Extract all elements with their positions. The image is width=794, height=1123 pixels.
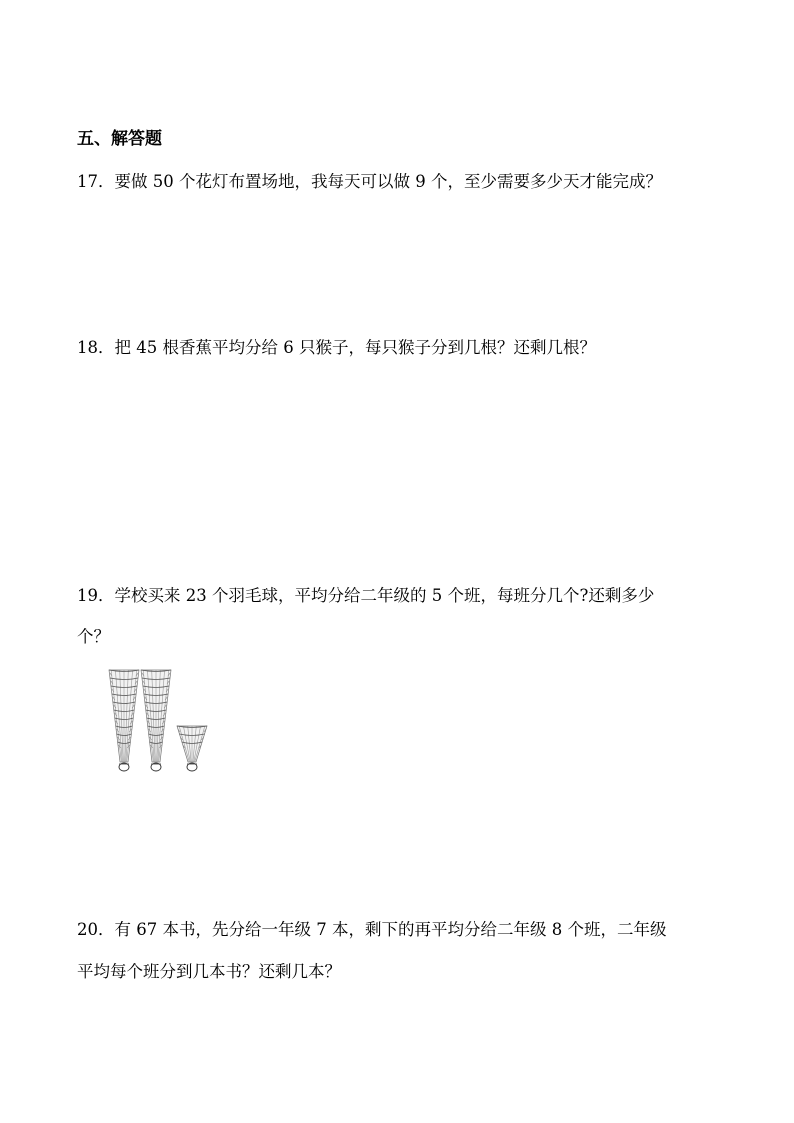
shuttlecock-stack [141,670,171,771]
question-19-text-line-1: 19．学校买来 23 个羽毛球，平均分给二年级的 5 个班，每班分几个?还剩多少 [77,586,655,605]
shuttlecock-stack [109,670,139,771]
shuttlecock-stacks-figure [104,662,216,776]
question-18-text: 18．把 45 根香蕉平均分给 6 只猴子，每只猴子分到几根？还剩几根？ [77,338,596,357]
question-20-text-line-1: 20．有 67 本书，先分给一年级 7 本，剩下的再平均分给二年级 8 个班，二年级 [77,920,667,939]
question-17-text: 17．要做 50 个花灯布置场地，我每天可以做 9 个，至少需要多少天才能完成？ [77,172,662,191]
question-20-text-line-2: 平均每个班分到几本书？还剩几本？ [77,962,341,981]
section-title: 五、解答题 [77,129,162,149]
shuttlecock-stack [177,726,207,771]
shuttlecock-stacks-icon [104,662,216,776]
question-19-text-line-2: 个？ [77,627,110,646]
